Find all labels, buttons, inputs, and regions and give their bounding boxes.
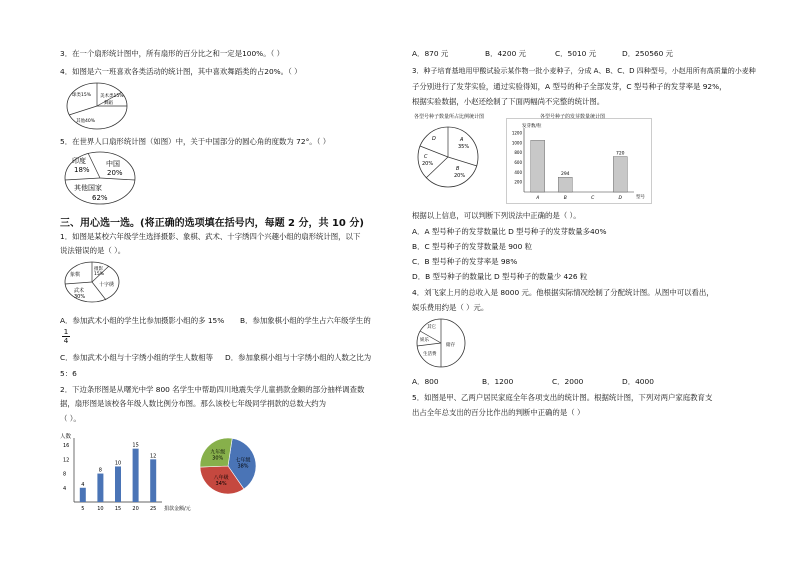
seed-x-axis-label: 型号 [636, 195, 645, 200]
donation-y-tick: 8 [63, 471, 67, 478]
r-q5-line1: 5．如图是甲、乙两户居民家庭全年各项支出的统计图。根据统计图，下列对两户家庭教育支 [412, 393, 713, 402]
r-q3-option-d: D．B 型号种子的数量比 D 型号种子的数量少 426 粒 [412, 272, 588, 281]
s3-q1-option-b-fraction [62, 328, 70, 345]
r-q3-option-a: A．A 型号种子的发芽数量比 D 型号种子的发芽数量多40% [412, 227, 607, 236]
seed-y-tick: 400 [514, 169, 522, 175]
s3-q1-label-cross: 十字绣 [99, 282, 115, 288]
expense-label-entertainment: 娱乐 [420, 338, 429, 343]
grade-pie-pct: 38% [237, 463, 249, 470]
r-q4-option-a: A．800 [412, 377, 439, 386]
fraction-numerator: 1 [63, 327, 69, 336]
s3-q1-label-photo-pct: 15% [94, 272, 105, 277]
seed-x-tick: D [618, 196, 622, 201]
donation-y-tick: 16 [63, 443, 70, 450]
seed-y-tick: 1200 [511, 130, 522, 136]
q5-label-other: 其他国家 [74, 184, 102, 192]
seed-x-tick: B [563, 196, 567, 201]
r-q4-option-b: B．1200 [482, 377, 514, 386]
s3-q1-line2: 说法错误的是（ ）。 [60, 246, 126, 255]
donation-y-tick: 12 [63, 457, 70, 464]
donation-x-tick: 15 [114, 506, 122, 512]
seed-bar [531, 140, 545, 192]
seed-x-tick: C [591, 196, 595, 201]
r-q4-option-d: D．4000 [622, 377, 654, 386]
r-q3-ask: 根据以上信息，可以判断下列说法中正确的是（ ）。 [412, 211, 581, 220]
q4-pie-chart [64, 80, 130, 132]
r-q4-line1: 4．刘飞家上月的总收入是 8000 元。他根据实际情况绘制了分配统计图。从图中可以看出， [412, 288, 714, 297]
q5-label-china: 中国 [106, 160, 120, 168]
seed-bar-value: 720 [615, 151, 625, 157]
q4-text: 4．如图是六一班喜欢各类活动的统计图，其中喜欢舞蹈类的占20%。（ ） [60, 67, 302, 76]
expense-label-other: 其它 [427, 325, 436, 330]
r-q3-line3: 根据实验数据，小赵还绘制了下面两幅尚不完整的统计图。 [412, 97, 605, 106]
grade-pie-label: 七年级 [235, 457, 251, 464]
donation-x-tick: 5 [81, 506, 85, 512]
seed-y-tick: 200 [514, 179, 522, 185]
q4-pie-label-ball: 球类15% [72, 93, 92, 98]
seed-bar-value: 294 [560, 172, 570, 178]
s3-q1-line1: 1．如图是某校六年级学生选择摄影、象棋、武术、十字绣四个兴趣小组的扇形统计图，以下 [60, 232, 361, 241]
r-q4-option-c: C．2000 [552, 377, 584, 386]
donation-y-tick: 4 [63, 485, 67, 492]
s3-q1-option-b: B．参加象棋小组的学生占六年级学生的 [240, 316, 371, 325]
prev-option-c: C．5010 元 [555, 49, 597, 58]
expense-label-living: 生活费 [423, 352, 437, 357]
seed-y-tick: 1000 [511, 140, 522, 146]
q4-pie-label-art: 美术类15% [100, 94, 124, 99]
q4-pie-label-other: 其他40% [76, 119, 96, 124]
seed-y-axis-label: 发芽数/粒 [522, 124, 542, 129]
q5-label-other-pct: 62% [92, 194, 108, 202]
seed-bar [613, 157, 627, 192]
s3-q1-label-photo: 摄影 [94, 267, 103, 272]
donation-bar [115, 466, 121, 502]
s3-q1-option-a: A．参加武术小组的学生比参加摄影小组的多 15% [60, 316, 225, 325]
seed-bar-title: 各型号种子的发芽数量统计图 [540, 114, 606, 120]
donation-bar-value: 15 [132, 442, 139, 449]
seed-bar [558, 177, 572, 192]
s3-q1-pie-chart [62, 260, 122, 304]
seed-y-tick: 600 [514, 159, 522, 165]
donation-bar [133, 449, 139, 502]
r-q3-option-b: B．C 型号种子的发芽数量是 900 粒 [412, 242, 533, 251]
donation-bar-value: 12 [150, 453, 157, 460]
r-q3-line1: 3．种子培育基地用甲酸试验示某作物一批小麦种子，分成 A、B、C、D 四种型号，小赵用所有高质量的小麦种 [412, 67, 756, 75]
q4-pie-label-dance: 舞蹈 [104, 101, 113, 106]
donation-bar-value: 8 [98, 467, 102, 474]
fraction-denominator: 4 [63, 336, 69, 345]
seed-bar-chart [506, 118, 652, 204]
donation-x-tick: 10 [97, 506, 104, 512]
seed-pie-label-c: C [424, 154, 428, 160]
s3-q2-line3: （ ）。 [60, 414, 81, 423]
s3-q1-label-chess: 象棋 [70, 272, 81, 278]
donation-x-tick: 20 [132, 506, 139, 512]
s3-q1-option-d-ratio: 5：6 [60, 369, 77, 378]
seed-pie-label-d: D [432, 136, 436, 142]
seed-pie-chart [414, 124, 482, 190]
grade-pie-label: 八年级 [213, 474, 229, 481]
s3-q1-option-c: C．参加武术小组与十字绣小组的学生人数相等 [60, 353, 213, 362]
grade-pie-label: 九年级 [210, 449, 226, 456]
seed-pie-label-a: A [460, 137, 464, 143]
prev-option-b: B．4200 元 [485, 49, 527, 58]
q3-text: 3．在一个扇形统计图中，所有扇形的百分比之和一定是100%。（ ） [60, 49, 285, 58]
donation-x-tick: 25 [150, 506, 157, 512]
donation-bar [80, 488, 86, 502]
s3-q1-option-d: D．参加象棋小组与十字绣小组的人数之比为 [225, 353, 372, 362]
prev-option-d: D．250560 元 [622, 49, 674, 58]
s3-q2-line1: 2．下边条形图是从曙光中学 800 名学生中帮助四川地震失学儿童捐款金额的部分抽样调查数 [60, 385, 365, 394]
donation-x-axis-label: 捐款金额/元 [164, 506, 191, 512]
expense-label-savings: 储存 [446, 343, 455, 348]
r-q3-line2: 子分别进行了发芽实验，通过实验得知，A 型号的种子全部发芽，C 型号种子的发芽率是 92%， [412, 82, 727, 91]
seed-y-tick: 800 [514, 150, 522, 156]
q5-label-india-pct: 18% [74, 166, 90, 174]
s3-q2-line2: 据，扇形图是该校各年级人数比例分布图。那么该校七年级同学捐款的总数大约为 [60, 399, 327, 408]
seed-x-tick: A [536, 196, 540, 201]
seed-pie-title: 各型号种子数量所占比例统计图 [414, 114, 485, 120]
expense-pie-chart [414, 316, 468, 370]
donation-y-axis-label: 人数 [60, 434, 72, 440]
donation-bar-chart [60, 430, 220, 516]
q5-text: 5．在世界人口扇形统计图（如图）中，关于中国部分的圆心角的度数为 72°。（ ） [60, 137, 331, 146]
grade-pie-chart [198, 436, 258, 496]
section-three-heading: 三、用心选一选。(将正确的选项填在括号内，每题 2 分，共 10 分) [60, 218, 364, 229]
q5-label-china-pct: 20% [107, 169, 123, 177]
seed-pie-label-c-pct: 20% [422, 161, 434, 167]
prev-option-a: A．870 元 [412, 49, 449, 58]
r-q5-line2: 出占全年总支出的百分比作出的判断中正确的是（ ） [412, 408, 585, 417]
q5-pie-chart [62, 150, 138, 206]
donation-bar [97, 474, 103, 502]
q5-label-india: 印度 [72, 157, 86, 165]
donation-bar-value: 4 [81, 481, 85, 488]
s3-q1-label-martial: 武术 [74, 288, 85, 294]
s3-q1-label-martial-pct: 30% [74, 294, 86, 300]
seed-pie-label-b-pct: 20% [454, 173, 466, 179]
seed-pie-label-a-pct: 35% [458, 144, 470, 150]
donation-bar-value: 10 [114, 460, 122, 467]
seed-pie-label-b: B [456, 166, 460, 172]
r-q4-line2: 娱乐费用约是（ ）元。 [412, 303, 489, 312]
donation-bar [150, 459, 156, 502]
r-q3-option-c: C．B 型号种子的发芽率是 98% [412, 257, 518, 266]
grade-pie-pct: 30% [212, 455, 224, 462]
grade-pie-pct: 34% [215, 480, 227, 487]
